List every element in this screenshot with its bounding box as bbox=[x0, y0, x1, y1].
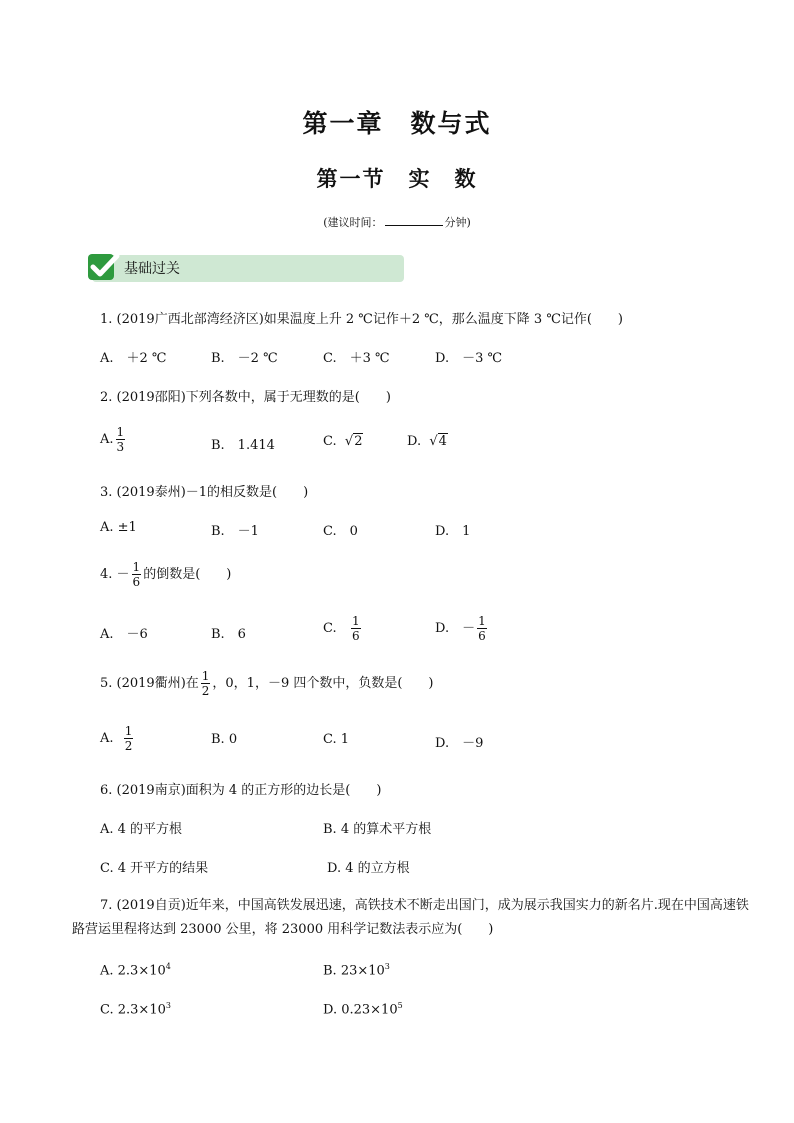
q5-option-d: D. －9 bbox=[435, 736, 484, 751]
sqrt-symbol: √2 bbox=[344, 434, 363, 449]
question-1-stem: 1. (2019广西北部湾经济区)如果温度上升 2 ℃记作＋2 ℃，那么温度下降 3 ℃记作( ) bbox=[100, 312, 624, 327]
q7-option-c: C. $2.3\times 10^3$ bbox=[100, 1001, 171, 1018]
fraction: $\frac{1}{6}$ bbox=[352, 614, 360, 643]
question-7-stem: 7. (2019自贡)近年来，中国高铁发展迅速，高铁技术不断走出国门，成为展示我国实力的新名片.现在中国高速铁路营运里程将达到 23000 公里，将 23000 用科学记数法表示应为( ) bbox=[72, 898, 749, 937]
fraction: $\frac{1}{2}$ bbox=[124, 724, 133, 753]
q6-option-c: C. 4 开平方的结果 bbox=[100, 861, 209, 876]
q1-option-a: A. ＋2 ℃ bbox=[100, 351, 167, 366]
q2-option-a: A. $\frac{1}{3}$ bbox=[100, 425, 125, 454]
suggested-time bbox=[0, 214, 794, 230]
q3-option-d: D. 1 bbox=[435, 524, 471, 539]
q4-option-b: B. 6 bbox=[211, 627, 246, 642]
banner-label: 基础过关 bbox=[124, 261, 180, 277]
fraction: $\frac{1}{6}$ bbox=[132, 560, 141, 589]
q7-option-a: A. $2.3\times 10^4$ bbox=[100, 962, 171, 979]
q5-option-c: C. 1 bbox=[323, 732, 350, 747]
fraction: $\frac{1}{2}$ bbox=[201, 669, 210, 698]
q3-option-c: C. 0 bbox=[323, 524, 358, 539]
q7-option-d: D. $0.23\times 10^5$ bbox=[323, 1001, 403, 1018]
fraction: $\frac{1}{3}$ bbox=[116, 425, 125, 454]
q1-option-d: D. －3 ℃ bbox=[435, 351, 503, 366]
question-4-stem: 4. － $\frac{1}{6}$ 的倒数是( ) bbox=[100, 560, 232, 589]
q4-option-d: D. － $\frac{1}{6}$ bbox=[435, 614, 486, 643]
section-title: 第一节 实 数 bbox=[316, 167, 478, 191]
check-icon bbox=[86, 250, 120, 284]
question-5-stem: 5. (2019衢州)在 $\frac{1}{2}$ ，0，1，－9 四个数中，负数是( ) bbox=[100, 669, 434, 698]
q6-option-a: A. 4 的平方根 bbox=[100, 822, 183, 837]
chapter-title: 第一章 数与式 bbox=[302, 109, 492, 138]
q2-option-d: D. √4 bbox=[407, 434, 447, 449]
q2-option-c: C. √2 bbox=[323, 434, 363, 449]
q7-option-b: B. $23\times 10^3$ bbox=[323, 962, 390, 979]
q1-option-b: B. －2 ℃ bbox=[211, 351, 278, 366]
q5-option-b: B. 0 bbox=[211, 732, 238, 747]
time-prefix: (建议时间： bbox=[323, 216, 383, 229]
time-suffix: 分钟) bbox=[444, 216, 471, 229]
q3-option-b: B. －1 bbox=[211, 524, 259, 539]
question-3-stem: 3. (2019泰州)－1的相反数是( ) bbox=[100, 485, 309, 500]
question-6-stem: 6. (2019南京)面积为 4 的正方形的边长是( ) bbox=[100, 783, 382, 798]
q6-option-b: B. 4 的算术平方根 bbox=[323, 822, 432, 837]
q5-option-a: A. $\frac{1}{2}$ bbox=[100, 724, 133, 753]
q4-option-a: A. －6 bbox=[100, 627, 148, 642]
q4-option-c: C. $\frac{1}{6}$ bbox=[323, 614, 360, 643]
q1-option-c: C. ＋3 ℃ bbox=[323, 351, 390, 366]
q6-option-d: D. 4 的立方根 bbox=[327, 861, 410, 876]
fraction: $\frac{1}{6}$ bbox=[478, 614, 486, 643]
question-2-stem: 2. (2019邵阳)下列各数中，属于无理数的是( ) bbox=[100, 390, 391, 405]
sqrt-symbol: √4 bbox=[429, 434, 447, 449]
q2-option-b: B. 1.414 bbox=[211, 438, 275, 453]
q3-option-a: A. ±1 bbox=[100, 520, 137, 535]
time-blank bbox=[385, 215, 443, 226]
